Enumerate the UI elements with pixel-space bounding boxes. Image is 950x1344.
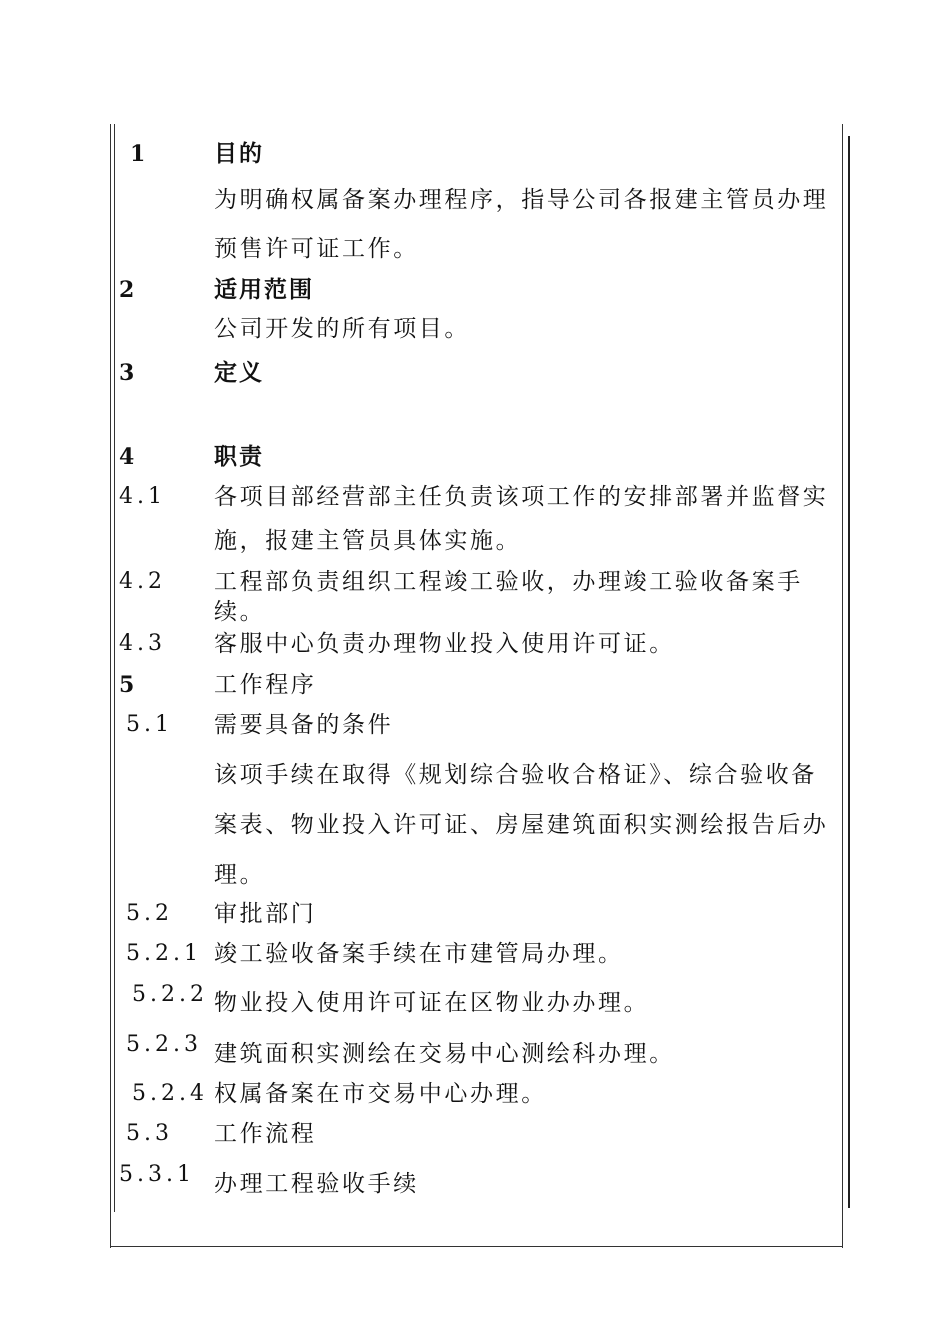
item-5-2-2-text: 物业投入使用许可证在区物业办办理。 — [214, 990, 650, 1016]
frame-right-border — [842, 124, 843, 1248]
section-1-number: 1 — [130, 141, 146, 167]
item-5-1-number: 5.1 — [126, 712, 173, 737]
section-1-body-line-1: 为明确权属备案办理程序，指导公司各报建主管员办理 — [214, 187, 829, 213]
section-1-body-line-2: 预售许可证工作。 — [214, 236, 419, 262]
item-5-2-4-text: 权属备案在市交易中心办理。 — [214, 1081, 547, 1107]
item-5-2-1-text: 竣工验收备案手续在市建管局办理。 — [214, 941, 624, 967]
item-5-2-number: 5.2 — [126, 901, 173, 926]
section-4-title: 职责 — [214, 443, 264, 470]
item-4-1-number: 4.1 — [119, 484, 166, 509]
item-4-2-number: 4.2 — [119, 569, 166, 594]
item-4-3-line-1: 客服中心负责办理物业投入使用许可证。 — [214, 631, 675, 657]
frame-left-border — [110, 124, 111, 1248]
section-5-number: 5 — [119, 672, 135, 698]
section-2-title: 适用范围 — [214, 276, 314, 303]
item-5-1-body-line-2: 案表、物业投入许可证、房屋建筑面积实测绘报告后办 — [214, 812, 829, 838]
item-4-2-line-2: 续。 — [214, 599, 266, 625]
item-5-2-3-text: 建筑面积实测绘在交易中心测绘科办理。 — [214, 1041, 675, 1067]
section-3-title: 定义 — [214, 359, 264, 386]
item-5-2-2-number: 5.2.2 — [132, 982, 208, 1007]
item-5-2-title: 审批部门 — [214, 901, 317, 927]
section-3-number: 3 — [119, 360, 135, 386]
item-5-2-4-number: 5.2.4 — [132, 1081, 208, 1106]
section-5-title: 工作程序 — [214, 672, 317, 698]
item-5-1-title: 需要具备的条件 — [214, 712, 394, 738]
item-4-3-number: 4.3 — [119, 631, 166, 656]
item-5-1-body-line-1: 该项手续在取得《规划综合验收合格证》、综合验收备 — [214, 762, 817, 788]
item-4-1-line-1: 各项目部经营部主任负责该项工作的安排部署并监督实 — [214, 484, 829, 510]
section-4-number: 4 — [119, 444, 135, 470]
section-2-number: 2 — [119, 277, 135, 303]
section-2-body: 公司开发的所有项目。 — [214, 316, 470, 342]
section-1-title: 目的 — [214, 140, 264, 167]
item-5-3-1-number: 5.3.1 — [119, 1162, 195, 1187]
item-5-3-title: 工作流程 — [214, 1121, 317, 1147]
item-4-2-line-1: 工程部负责组织工程竣工验收，办理竣工验收备案手 — [214, 569, 803, 595]
item-4-1-line-2: 施，报建主管员具体实施。 — [214, 528, 522, 554]
item-5-2-3-number: 5.2.3 — [126, 1032, 202, 1057]
frame-left-inner-border — [114, 124, 115, 1212]
frame-bottom-border — [110, 1246, 843, 1247]
item-5-1-body-line-3: 理。 — [214, 862, 266, 888]
item-5-3-number: 5.3 — [126, 1121, 173, 1146]
frame-right-inner-border — [848, 136, 850, 1208]
item-5-2-1-number: 5.2.1 — [126, 941, 202, 966]
item-5-3-1-text: 办理工程验收手续 — [214, 1171, 419, 1197]
